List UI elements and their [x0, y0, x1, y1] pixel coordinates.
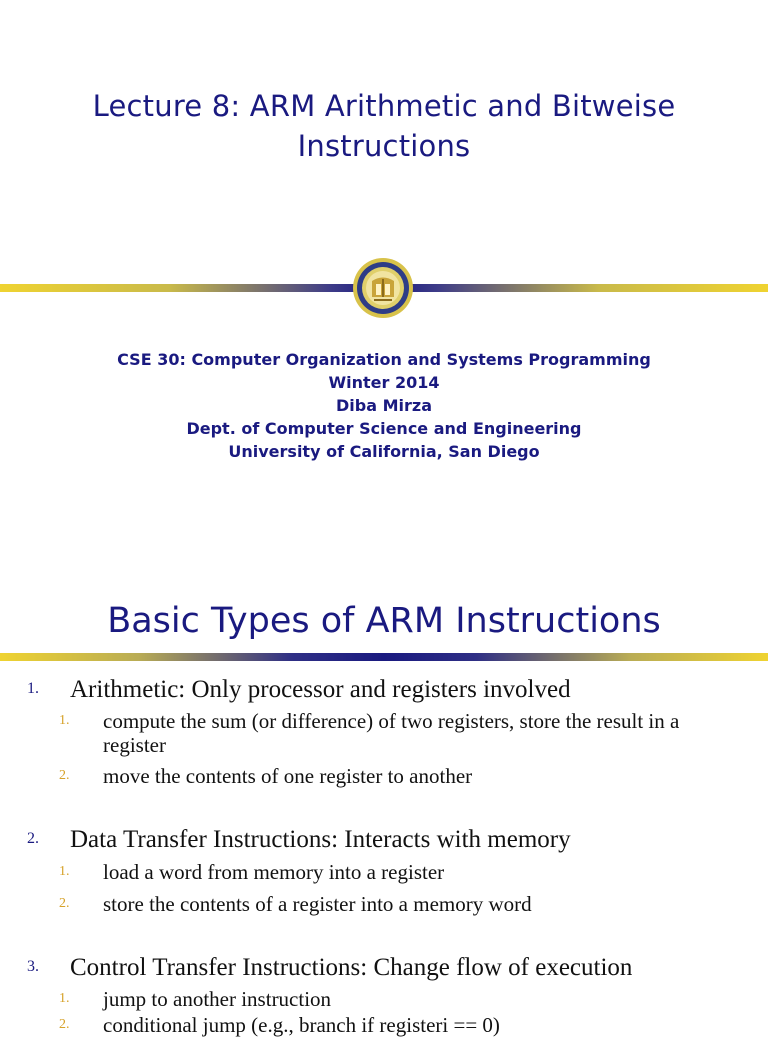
course-info: [0, 348, 768, 463]
sub-item-number: 1.: [59, 991, 70, 1006]
list-item-text: Control Transfer Instructions: Change flow of execution: [70, 954, 633, 981]
sub-item-text: store the contents of a register into a memory word: [103, 892, 532, 916]
lecture-title-line: Lecture 8: ARM Arithmetic and Bitweise: [92, 89, 676, 123]
lecture-title-line: Instructions: [297, 129, 471, 163]
sub-item-text: move the contents of one register to another: [103, 764, 473, 788]
sub-item-text: jump to another instruction: [103, 987, 332, 1011]
list-item-text: Arithmetic: Only processor and registers involved: [70, 676, 571, 703]
sub-item-text: compute the sum (or difference) of two registers, store the result in a register: [103, 709, 680, 757]
list-item-number: 2.: [27, 830, 39, 847]
sub-item-number: 1.: [59, 864, 70, 879]
slide-title: Basic Types of ARM Instructions: [107, 601, 661, 641]
list-item-text: Data Transfer Instructions: Interacts with memory: [70, 826, 571, 853]
instruction-types-list: [0, 560, 768, 1037]
instructor-name: Diba Mirza: [336, 396, 432, 415]
sub-item-number: 2.: [59, 896, 70, 911]
department: Dept. of Computer Science and Engineering: [186, 419, 582, 438]
sub-item-number: 2.: [59, 1017, 70, 1032]
content-slide: [0, 560, 768, 1037]
term: Winter 2014: [328, 373, 440, 392]
sub-item-text: load a word from memory into a register: [103, 860, 445, 884]
list-item-number: 3.: [27, 958, 39, 975]
sub-item-number: 1.: [59, 713, 70, 728]
sub-item-number: 2.: [59, 768, 70, 783]
list-item-number: 1.: [27, 680, 39, 697]
sub-item-text: conditional jump (e.g., branch if registeri == 0): [103, 1013, 500, 1037]
course-name: CSE 30: Computer Organization and Systems Programming: [117, 350, 651, 369]
university-seal-icon: [352, 257, 414, 319]
university: University of California, San Diego: [228, 442, 540, 461]
lecture-title: [0, 86, 768, 166]
